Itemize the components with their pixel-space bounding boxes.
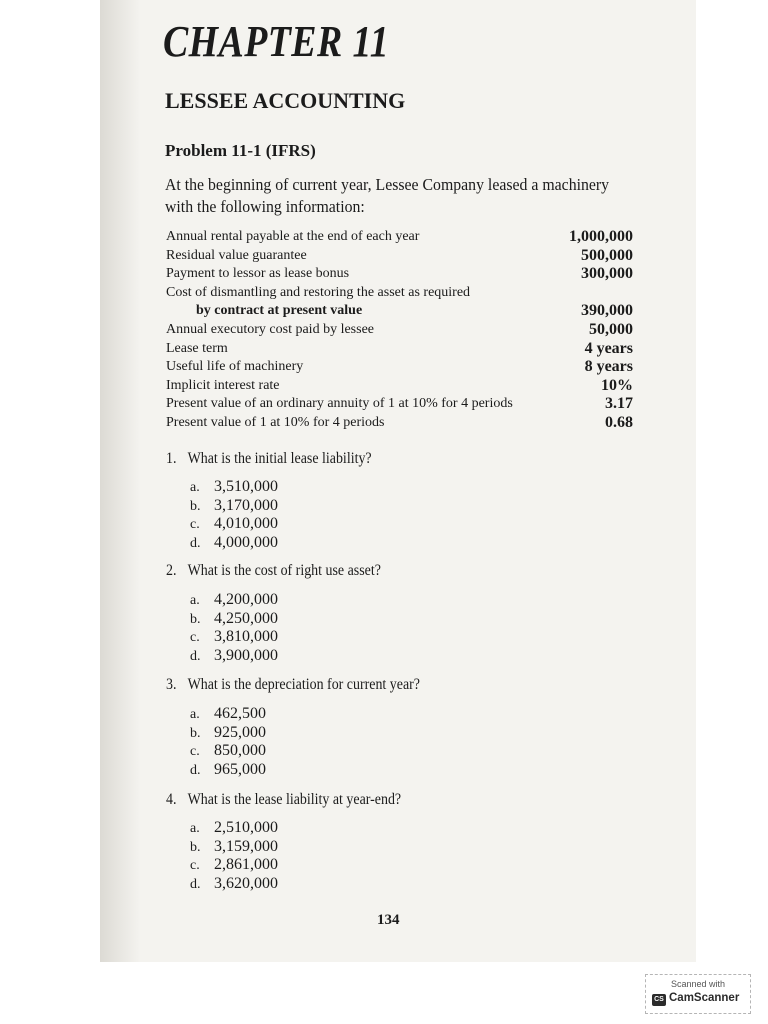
info-row [166,340,633,359]
info-value: 500,000 [581,246,633,264]
choice-text: 4,010,000 [214,515,278,532]
question-3 [166,676,420,694]
watermark-brand: CamScanner [669,992,740,1004]
info-value: 300,000 [581,265,633,283]
choice-text: 2,510,000 [214,819,278,836]
choice-letter: a. [190,593,200,608]
info-row [166,247,633,266]
choice-item [190,610,278,629]
info-label: Annual executory cost paid by lessee [166,321,374,337]
question-text: What is the lease liability at year-end? [187,791,402,808]
choice-letter: d. [190,535,201,551]
choice-item [190,838,278,857]
choice-letter: a. [190,480,200,495]
camscanner-watermark [645,974,751,1014]
section-heading: LESSEE ACCOUNTING [165,88,406,113]
info-label: Lease term [166,340,228,356]
info-value: 0.68 [605,413,633,431]
info-label: Residual value guarantee [166,247,307,263]
choice-item [190,534,278,553]
choice-text: 3,810,000 [214,628,278,645]
problem-title: Problem 11-1 (IFRS) [165,141,316,160]
choice-letter: a. [190,707,200,722]
choice-letter: b. [190,498,201,514]
question-number: 1. [166,450,177,467]
choice-letter: b. [190,839,201,855]
choice-text: 925,000 [214,723,266,741]
info-value: 50,000 [589,320,633,338]
info-label: Useful life of machinery [166,359,304,375]
choice-letter: c. [190,630,200,645]
choice-text: 3,510,000 [214,478,278,495]
choice-item [190,628,278,647]
intro-line: At the beginning of current year, Lessee Company leased a machinery [165,175,610,194]
choice-item [190,515,278,534]
choice-letter: c. [190,858,200,873]
page-gutter-shadow [100,0,140,962]
info-label: Present value of an ordinary annuity of 1 at 10% for 4 periods [166,396,513,412]
lease-info-table [166,228,633,433]
choice-letter: c. [190,517,200,532]
choice-item [190,591,278,610]
choice-item [190,647,278,666]
info-value: 1,000,000 [569,228,633,245]
choice-text: 4,000,000 [214,533,278,551]
info-row [166,321,633,340]
question-number: 3. [166,676,177,693]
choice-item [190,497,278,516]
choice-item [190,819,278,838]
info-label: Cost of dismantling and restoring the asset as required [166,284,471,300]
choice-item [190,875,278,894]
info-value: 10% [601,376,633,394]
camscanner-logo-icon: CS [652,994,666,1006]
info-label: by contract at present value [196,303,363,319]
choice-item [190,742,266,761]
choice-text: 3,620,000 [214,874,278,892]
question-text: What is the initial lease liability? [187,450,372,467]
info-row [166,358,633,377]
choice-text: 4,250,000 [214,609,278,627]
question-number: 2. [166,562,177,579]
choices-3 [190,705,266,779]
info-value: 8 years [584,358,633,376]
info-row [166,284,633,303]
info-value: 390,000 [581,302,633,320]
question-text: What is the depreciation for current year? [187,676,420,693]
choice-letter: a. [190,821,200,836]
choice-text: 462,500 [214,705,266,722]
info-row [166,228,633,247]
info-label: Present value of 1 at 10% for 4 periods [166,414,385,430]
choice-letter: c. [190,744,200,759]
info-row [166,414,633,433]
question-number: 4. [166,791,177,808]
info-label: Payment to lessor as lease bonus [166,266,350,282]
question-1 [166,450,372,468]
choice-item [190,705,266,724]
info-value: 3.17 [605,395,633,413]
choices-4 [190,819,278,893]
choice-letter: d. [190,876,201,892]
choice-item [190,478,278,497]
choice-text: 4,200,000 [214,591,278,608]
choice-item [190,724,266,743]
choice-text: 850,000 [214,742,266,759]
choices-1 [190,478,278,552]
choice-text: 3,159,000 [214,837,278,855]
chapter-heading: CHAPTER 11 [163,17,390,66]
page-number: 134 [377,912,400,928]
info-label: Implicit interest rate [166,377,280,393]
choice-text: 3,900,000 [214,646,278,664]
question-2 [166,562,381,580]
choice-item [190,856,278,875]
choices-2 [190,591,278,665]
info-label: Annual rental payable at the end of each year [166,229,420,244]
watermark-caption: Scanned with [670,979,726,989]
question-text: What is the cost of right use asset? [187,562,381,579]
question-4 [166,791,401,809]
info-row [166,395,633,414]
choice-letter: d. [190,762,201,778]
info-row [166,265,633,284]
choice-text: 965,000 [214,760,266,778]
info-value: 4 years [584,339,633,357]
choice-letter: d. [190,648,201,664]
problem-intro [165,174,609,218]
choice-letter: b. [190,725,201,741]
choice-text: 3,170,000 [214,496,278,514]
choice-letter: b. [190,611,201,627]
info-row [166,302,633,321]
info-row [166,377,633,396]
intro-line: with the following information: [165,197,365,216]
choice-text: 2,861,000 [214,856,278,873]
choice-item [190,761,266,780]
